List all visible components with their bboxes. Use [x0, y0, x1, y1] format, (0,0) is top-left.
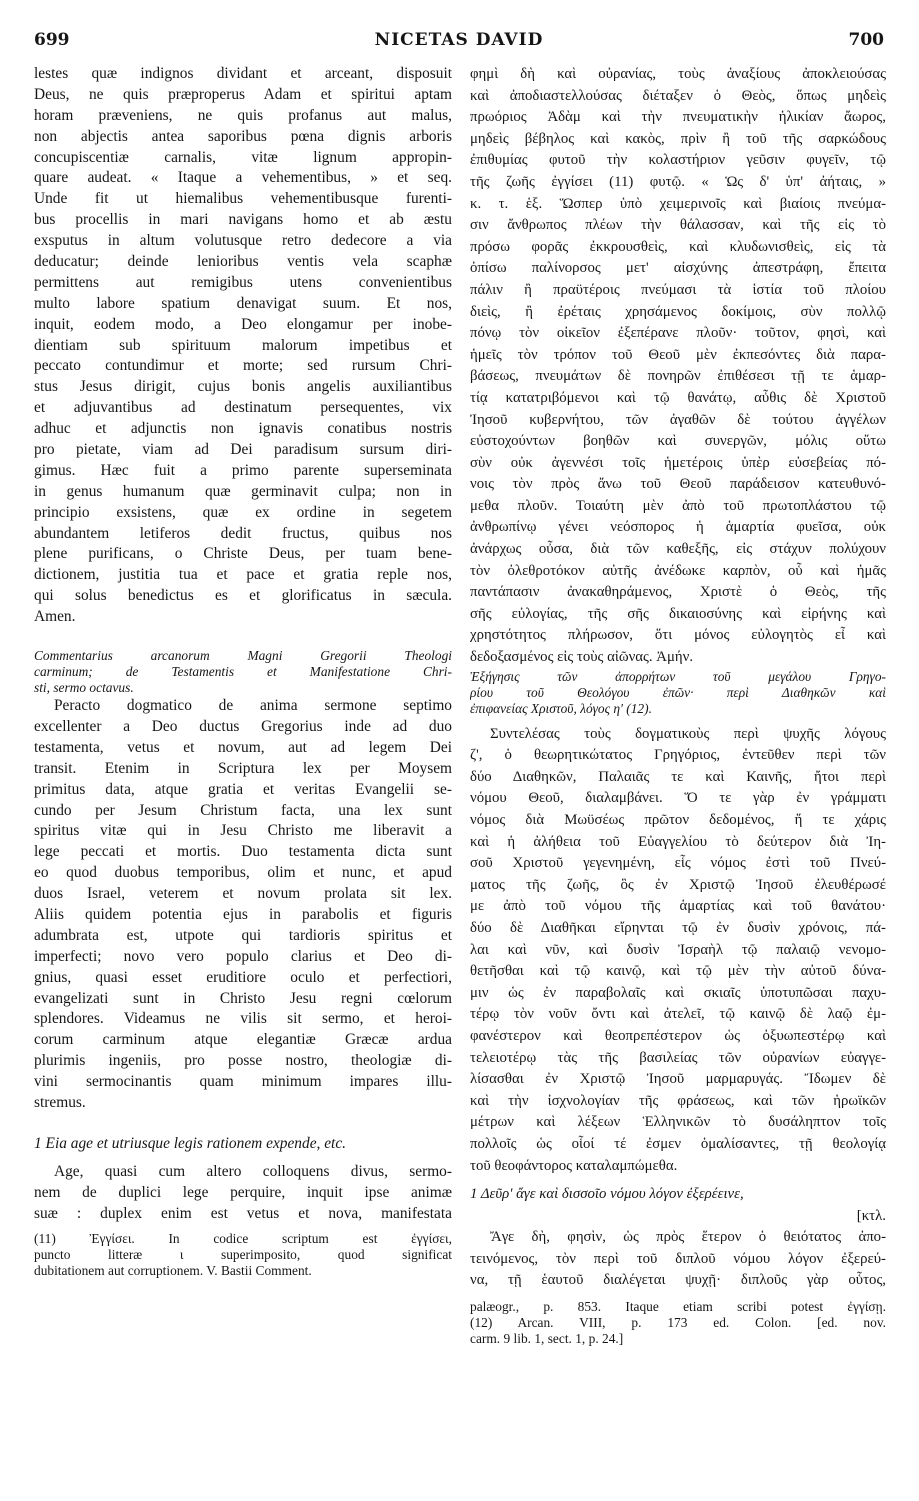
text-line: πάλιν ἢ πραϋτέροις πνεύμασι τὰ ἱστία τοῦ πλοίου — [470, 281, 886, 298]
text-line: eo quod duobus temporibus, olim et nunc, et apud — [34, 864, 452, 882]
text-line: χρηστότητος πλήρωσον, ὅτι μόνος εὐλογητὸς εἶ καὶ — [470, 627, 886, 644]
text-line: Amen. — [34, 608, 76, 626]
text-line: Συντελέσας τοὺς δογματικοὺς περὶ ψυχῆς λόγους — [490, 725, 886, 742]
page-number-right: 700 — [848, 30, 884, 50]
text-line: καὶ ἡ ἀλήθεια τοῦ Εὐαγγελίου τὸ δεύτερον διὰ Ἰη- — [470, 833, 886, 850]
text-line: δύο Διαθηκῶν, Παλαιᾶς τε καὶ Καινῆς, ἤτοι περὶ — [470, 768, 886, 785]
heading-line: sti, sermo octavus. — [34, 680, 134, 696]
latin-paragraph-2 — [34, 696, 452, 1114]
text-line: ὀπίσω παλίνορσος μετ' αἰσχύνης ἀπεστράφη, ἔπειτα — [470, 260, 886, 277]
text-line: διεὶς, ἢ ἐρέταις χρησάμενος δοκίμοις, σὺν πολλῷ — [470, 303, 886, 320]
heading-line: ἐπιφανείας Χριστοῦ, λόγος η' (12). — [470, 700, 652, 716]
greek-footnote — [470, 1299, 886, 1347]
latin-verse: 1 Eia age et utriusque legis rationem expende, etc. — [34, 1134, 347, 1152]
greek-paragraph-2 — [470, 724, 886, 1177]
text-line: σὺν οὐκ ἀγεννέσι τοῖς ἡμετέροις ὑπὲρ εὐσεβείας πό- — [470, 454, 886, 471]
text-line: νόμος διὰ Μωϋσέως πρῶτον δεδομένος, ἥ τε χάρις — [470, 812, 886, 828]
text-line: bus procellis in mari navigans homo et ab æstu — [34, 211, 452, 229]
text-line: excellenter a Deo ductus Gregorius inde ad duo — [34, 717, 452, 735]
text-line: σοῦ Χριστοῦ γεγενημένη, εἷς νόμος ἐστὶ τοῦ Πνεύ- — [470, 855, 886, 872]
text-line: πολλοῖς ὡς οἷοί τέ ἐσμεν ὁμαλίσαντες, τῇ θεολογίᾳ — [470, 1135, 886, 1152]
text-line: Age, quasi cum altero colloquens divus, sermo- — [54, 1162, 452, 1180]
text-line: qui solus benedictus es et glorificatus in sæcula. — [34, 587, 452, 605]
heading-line: carminum; de Testamentis et Manifestatione Chri- — [34, 664, 452, 680]
text-line: primitus data, atque gratia et veritas Evangelii se- — [34, 780, 452, 798]
text-line: νόμου Θεοῦ, διαλαμβάνει. Ὅ τε γὰρ ἐν γράμματι — [470, 790, 886, 807]
heading-line: ρίου τοῦ Θεολόγου ἐπῶν· περὶ Διαθηκῶν καὶ — [470, 684, 886, 700]
greek-section-heading — [470, 669, 886, 717]
text-line: εὐστοχούντων βοηθῶν καὶ συνεργῶν, μόλις οὕτω — [470, 433, 886, 450]
text-line: Unde fit ut hiemalibus vehementibusque furenti- — [34, 190, 452, 208]
text-line: φανέστερον καὶ θεοπρεπέστερον ὡς ὀξυωπεστέρῳ καὶ — [470, 1027, 886, 1044]
text-line: ἀνάρχως οὖσα, διὰ τῶν καθεξῆς, εἰς στάχυν πολύχουν — [470, 541, 886, 558]
text-line: τοῦ θεοφάντορος καταλαμπώμεθα. — [470, 1157, 678, 1174]
text-line: τελειοτέρῳ τὰς τῆς βασιλείας τῶν οὐρανίων εὐαγγε- — [470, 1049, 886, 1066]
text-line: λαι καὶ νῦν, καὶ δυσὶν Ἰσραὴλ τῷ παλαιῷ νενομο- — [470, 941, 886, 958]
text-line: lege peccati et mortis. Duo testamenta dicta sunt — [34, 843, 452, 861]
text-line: τέρῳ τὸν νοῦν ὄντι καὶ ἀτελεῖ, τῷ καινῷ δὲ λαῷ ἐμ- — [470, 1006, 886, 1023]
text-line: peccato contundimur et morte; sed rursum Chri- — [34, 357, 452, 375]
text-line: gnius, quasi esset eruditiore oculo et perfectiori, — [34, 968, 452, 986]
text-line: duos Israel, veterem et novum prolata sit lex. — [34, 885, 452, 903]
text-line: μηδεὶς βέβηλος καὶ κακὸς, πρὶν ἢ τοῦ τῆς σαρκώδους — [470, 130, 886, 147]
text-line: non abjectis antea saporibus pœna dignis arboris — [34, 127, 452, 145]
heading-line: Commentarius arcanorum Magni Gregorii Theologi — [34, 648, 452, 664]
text-line: ἀνθρωπίνῳ γένει νεόσπορος ἡ ἁμαρτία φυεῖσα, οὐκ — [470, 519, 886, 536]
footnote-line: dubitationem aut corruptionem. V. Bastii Comment. — [34, 1263, 312, 1279]
latin-footnote — [34, 1231, 452, 1279]
text-line: δύο δὲ Διαθῆκαι εἴρηνται τῷ ἐν δυσὶν χρόνοις, πά- — [470, 919, 886, 936]
text-line: exsputus in altum volutusque retro dedecore a via — [34, 232, 452, 250]
text-line: multo labore spatium denavigat suum. Et nos, — [34, 294, 452, 312]
text-line: παντάπασιν ἀνακαθηράμενος, Χριστὲ ὁ Θεὸς, τῆς — [470, 584, 886, 601]
text-line: θετῆσθαι καὶ τῷ καινῷ, καὶ τῷ μὲν τὴν αὐτοῦ δύνα- — [470, 963, 886, 980]
text-line: transit. Etenim in Scriptura lex per Moysem — [34, 759, 452, 777]
text-line: Peracto dogmatico de anima sermone septimo — [54, 697, 452, 715]
text-line: σῆς εὐλογίας, τῆς σῆς δικαιοσύνης καὶ εἰρήνης καὶ — [470, 605, 886, 622]
greek-column — [470, 64, 886, 1347]
text-line: lestes quæ indignos dividant et arceant, disposuit — [34, 65, 452, 82]
text-line: corum carminum atque elegantiæ Græcæ ardua — [34, 1031, 452, 1049]
text-line: ζ', ὁ θεωρητικώτατος Γρηγόριος, ἐντεῦθεν περὶ τῶν — [470, 747, 886, 764]
text-line: dictionem, justitia tua et pace et gratia reple nos, — [34, 566, 452, 584]
text-line: πόνῳ τὸν οἰκεῖον ἐξεπέρανε πλοῦν· τοῦτον, φησὶ, καὶ — [470, 325, 886, 342]
text-line: μεθα πλοῦν. Τοιαύτη μὲν ἀπὸ τοῦ πρωτοπλάστου τῷ — [470, 497, 886, 514]
text-line: Deus, ne quis præproperus Adam et spiritui aptam — [34, 85, 452, 103]
text-line: spiritus vitæ qui in Jesu Christo me liberavit a — [34, 822, 452, 840]
text-line: dientiam sub spirituum malorum impetibus et — [34, 336, 452, 354]
text-line: gimus. Hæc fuit a primo parente superseminata — [34, 461, 452, 479]
text-line: inquit, eodem modo, a Deo elongamur per inobe- — [34, 315, 452, 333]
text-line: σιν ἄνθρωπος πλέων τὴν θάλασσαν, καὶ τῆς εἰς τὸ — [470, 217, 886, 234]
text-line: μιν ὡς ἐν παραβολαῖς καὶ σκιαῖς ὑποτυπῶσαι παχυ- — [470, 984, 886, 1001]
text-line: pro pietate, viam ad Dei paradisum sursum diri- — [34, 441, 452, 459]
text-line: vini sermocinantis quam minimum impares illu- — [34, 1073, 452, 1091]
greek-verse-end: [κτλ. — [856, 1207, 886, 1224]
text-line: quare audeat. « Itaque a vehementibus, » et seq. — [34, 169, 452, 187]
text-line: καὶ τὴν ἰσχνολογίαν τῆς φράσεως, καὶ τῶν ἡρωϊκῶν — [470, 1092, 886, 1109]
text-line: τεινόμενος, τὸν περὶ τοῦ διπλοῦ νόμου λόγον ἐξερεύ- — [470, 1250, 886, 1267]
text-line: με ἀπὸ τοῦ νόμου τῆς ἁμαρτίας καὶ τοῦ θανάτου· — [470, 898, 886, 915]
text-line: principio exsistens, quæ ex ordine in segetem — [34, 503, 452, 521]
text-line: ματος τῆς ζωῆς, ὃς ἐν Χριστῷ Ἰησοῦ ἐλευθέρωσέ — [470, 876, 886, 893]
text-line: ἐπιθυμίας φυτοῦ τὴν κολαστήριον γεῦσιν φυγεῖν, τῷ — [470, 152, 886, 169]
text-line: plene purificans, o Christe Deus, per tuam bene- — [34, 545, 452, 563]
latin-column — [34, 64, 452, 1279]
text-line: καὶ ἀποδιαστελλούσας διέταξεν ὁ Θεὸς, ὅπως μηδεὶς — [470, 87, 886, 104]
greek-paragraph-3 — [470, 1227, 886, 1292]
text-line: τίᾳ κατατριβόμενοι καὶ τῷ θανάτῳ, αὖθις δὲ Χριστοῦ — [470, 389, 886, 406]
footnote-line: puncto litteræ ι superimposito, quod significat — [34, 1247, 452, 1263]
text-line: νοις τὸν πρὸς ἄνω τοῦ Θεοῦ παράδεισον κατευθυνό- — [470, 476, 886, 493]
latin-section-heading — [34, 648, 452, 696]
text-line: πρωόριος Ἀδὰμ καὶ τὴν πνευματικὴν ἡλικίαν ἄωρος, — [470, 109, 886, 126]
text-line: Aliis quidem potentia ejus in parabolis et figuris — [34, 905, 452, 923]
text-line: μέτρων καὶ λέξεων Ἑλληνικῶν τὸ δυσάληπτον τοῖς — [470, 1114, 886, 1131]
text-line: plurimis ingeniis, pro posse nostro, theologiæ di- — [34, 1052, 452, 1070]
text-line: adumbrata est, utpote qui tardioris spiritus et — [34, 926, 452, 944]
text-line: δεδοξασμένος εἰς τοὺς αἰῶνας. Ἀμήν. — [470, 649, 694, 666]
text-line: βάσεως, πνευμάτων δὲ πονηρῶν ἐπιθέσεσι τῇ τε ἁμαρ- — [470, 368, 886, 385]
text-line: λίσασθαι ἐν Χριστῷ Ἰησοῦ μαρμαρυγάς. Ἴδωμεν δὲ — [470, 1071, 886, 1088]
text-line: ἡμεῖς τὸν τρόπον τοῦ Θεοῦ μὲν ἐκπεσόντες διὰ παρα- — [470, 346, 886, 363]
text-line: evangelizati sunt in Christo Jesu regni cœlorum — [34, 989, 452, 1007]
footnote-line: (12) Arcan. VIII, p. 173 ed. Colon. [ed. nov. — [470, 1315, 886, 1331]
text-line: in genus humanum quæ germinavit culpa; non in — [34, 482, 452, 500]
page-number-left: 699 — [34, 30, 70, 50]
footnote-line: palæogr., p. 853. Itaque etiam scribi potest ἐγγίσῃ. — [470, 1299, 886, 1315]
text-line: Ἄγε δὴ, φησὶν, ὡς πρὸς ἕτερον ὁ θειότατος ἀπο- — [490, 1229, 886, 1246]
text-line: stremus. — [34, 1093, 86, 1111]
greek-paragraph-1 — [470, 64, 886, 669]
latin-paragraph-1 — [34, 64, 452, 628]
text-line: imperfecti; novo vero populo clarius et Deo di- — [34, 947, 452, 965]
text-line: τῆς ζωῆς ἐγγίσει (11) φυτῷ. « Ὡς δ' ὑπ' ἀήταις, » — [470, 173, 886, 190]
heading-line: Ἐξήγησις τῶν ἀπορρήτων τοῦ μεγάλου Γρηγο- — [470, 668, 886, 684]
text-line: splendores. Videamus ne vilis sit sermo, et heroi- — [34, 1010, 452, 1028]
page-header — [34, 30, 884, 52]
text-line: φημὶ δὴ καὶ οὐρανίας, τοὺς ἀναξίους ἀποκλειούσας — [470, 66, 886, 82]
text-line: stus Jesus dirigit, cujus bonis angelis auxiliantibus — [34, 378, 452, 396]
text-line: deducatur; deinde lenioribus ventis vela scaphæ — [34, 253, 452, 271]
text-line: cundo per Jesum Christum facta, una lex sunt — [34, 801, 452, 819]
text-line: πρόσω φορᾶς ἐκκρουσθεὶς, καὶ κλυδωνισθεὶς, εἰς τὰ — [470, 238, 886, 255]
footnote-line: (11) Ἐγγίσει. In codice scriptum est ἐγγίσει, — [34, 1231, 452, 1247]
text-line: adhuc et adjunctis non ignavis conatibus nostris — [34, 420, 452, 438]
text-line: κ. τ. ἑξ. Ὥσπερ ὑπὸ χειμερινοῖς καὶ βιαίοις πνεύμα- — [470, 195, 886, 212]
text-line: testamenta, vetus et novum, aut ad legem Dei — [34, 738, 452, 756]
text-line: nem de duplici lege perquire, inquit ipse animæ — [34, 1183, 452, 1201]
text-line: et adjuvantibus ad destinatum persequentes, vix — [34, 399, 452, 417]
text-line: Ἰησοῦ κυβερνήτου, τῶν ἀγαθῶν δὲ τούτου ἀγγέλων — [470, 411, 886, 428]
text-line: concupiscentiæ carnalis, vitæ lignum appropin- — [34, 148, 452, 166]
text-line: τὸν ὀλεθροτόκον αὐτῆς ἀνέδωκε καρπὸν, οὗ καὶ ἡμᾶς — [470, 562, 886, 579]
text-line: permittens aut remigibus utens convenientibus — [34, 273, 452, 291]
running-title: NICETAS DAVID — [374, 30, 544, 50]
text-line: suæ : duplex enim est vetus et nova, manifestata — [34, 1204, 452, 1222]
text-line: horam præveniens, ne quis profanus aut malus, — [34, 106, 452, 124]
text-line: να, τῇ ἑαυτοῦ διαλέγεται ψυχῇ· διπλοῦς γὰρ οὗτος, — [470, 1272, 886, 1289]
latin-paragraph-3 — [34, 1162, 452, 1225]
footnote-line: carm. 9 lib. 1, sect. 1, p. 24.] — [470, 1331, 624, 1347]
text-line: abundantem letiferos dedit fructus, quibus nos — [34, 524, 452, 542]
greek-verse: 1 Δεῦρ' ἄγε καὶ δισσοῖο νόμου λόγον ἐξερέεινε, — [470, 1186, 744, 1203]
